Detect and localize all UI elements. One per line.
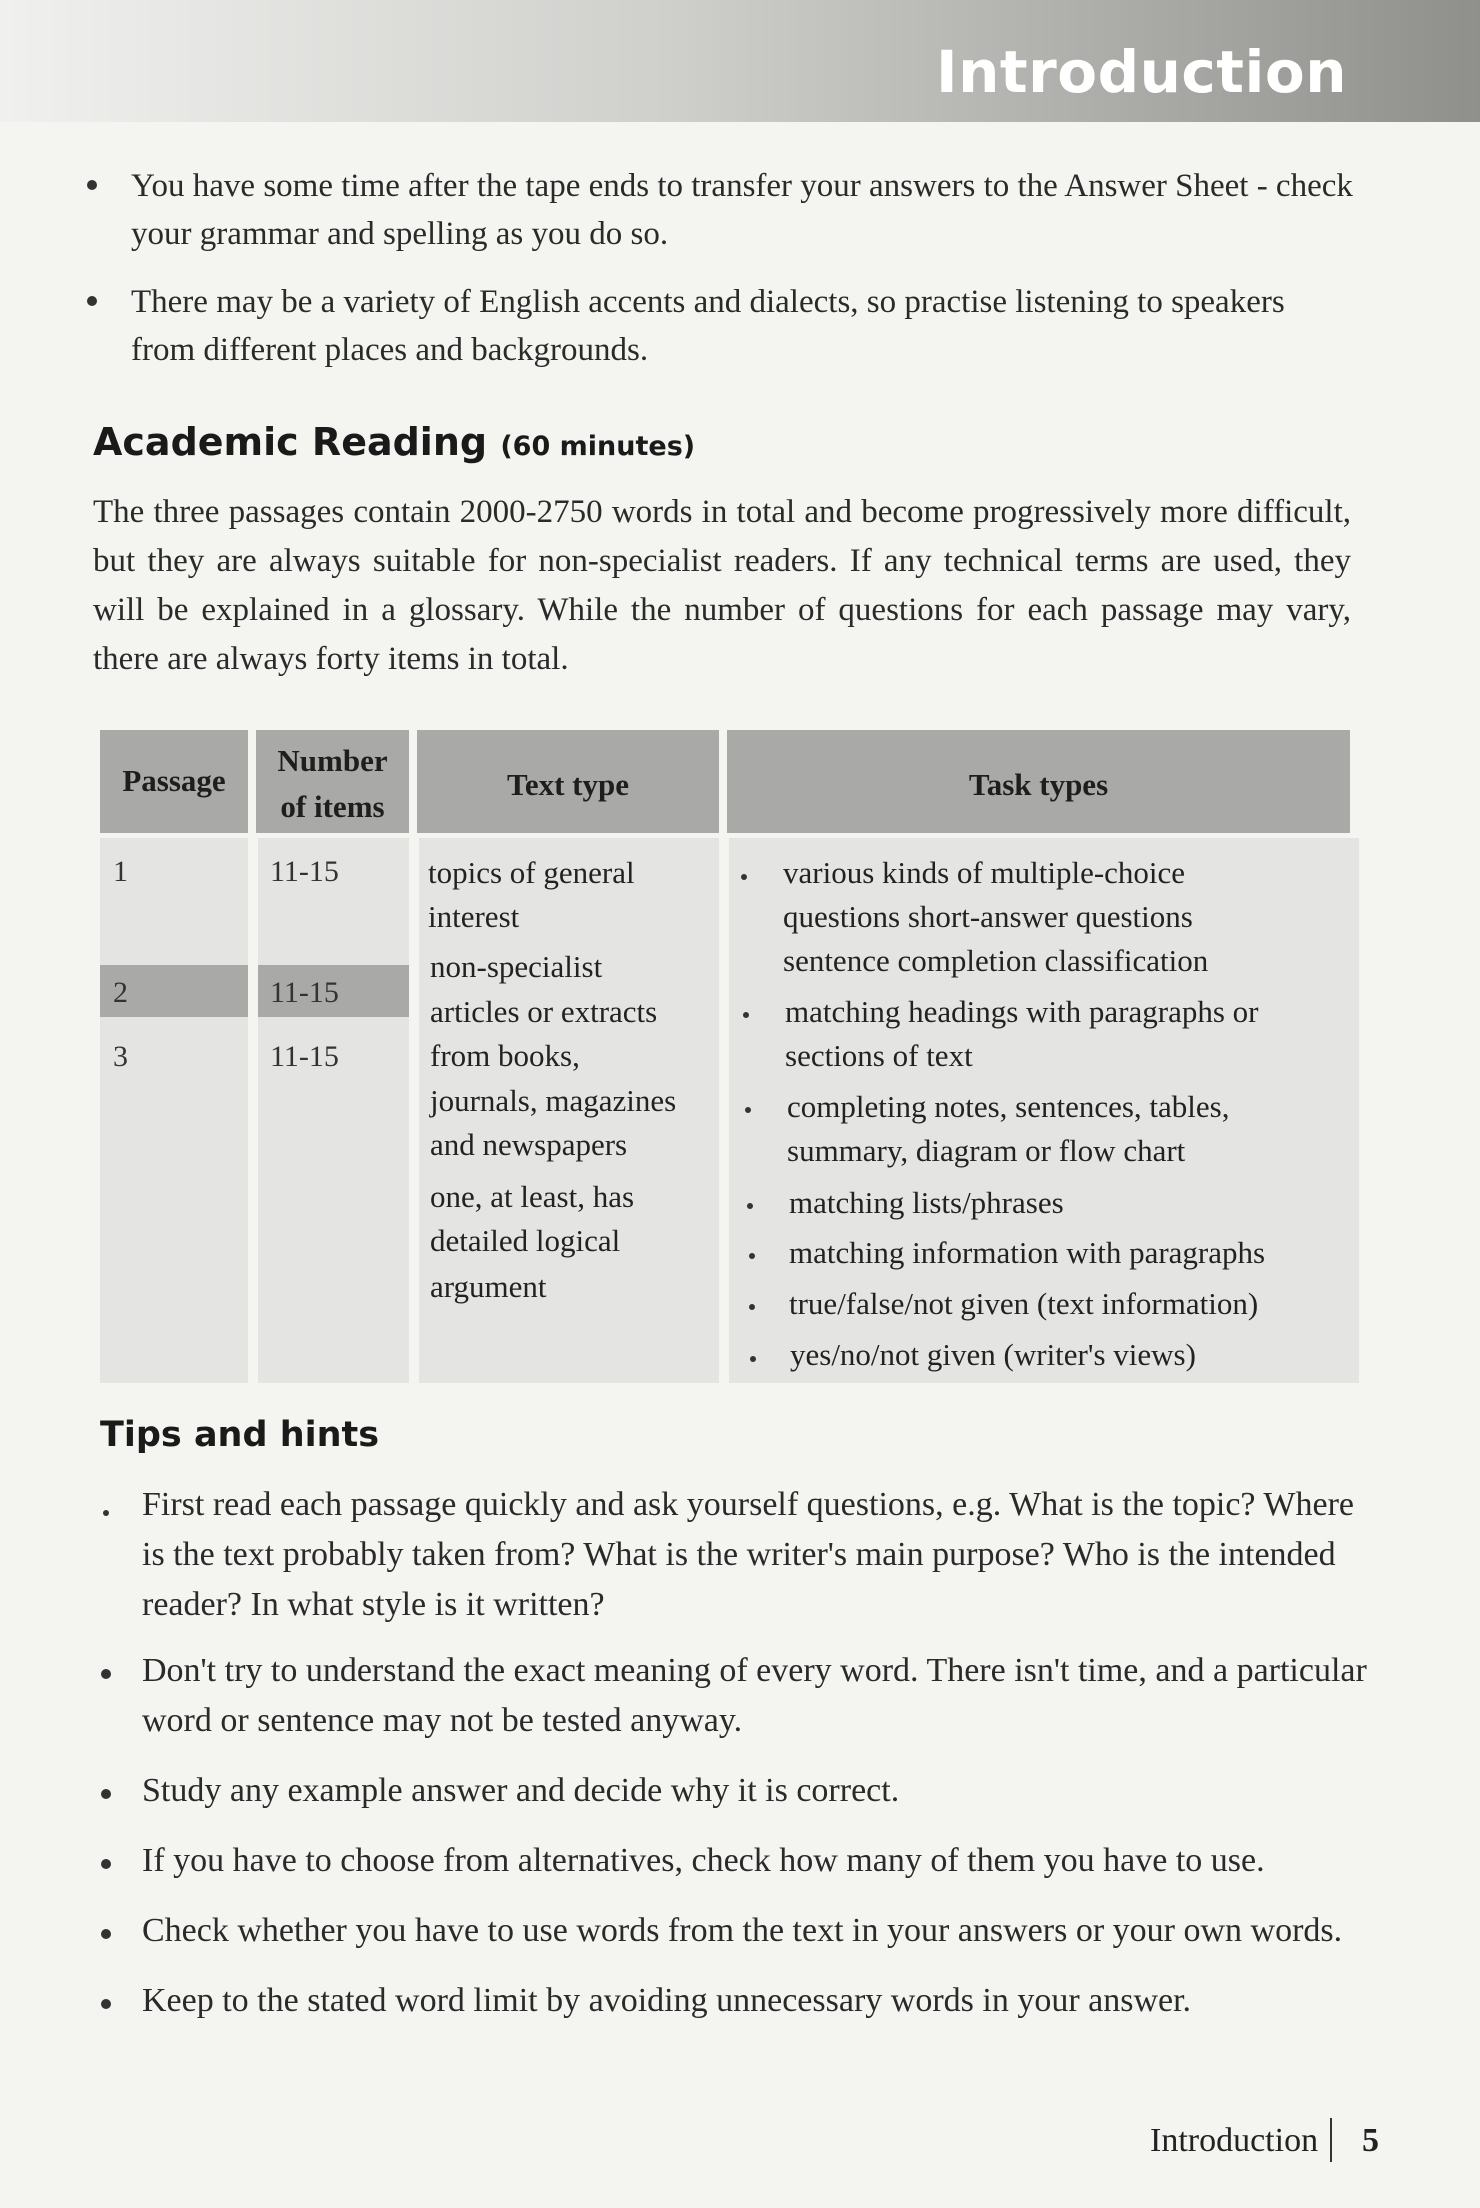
task-type-line: sentence completion classification <box>783 943 1209 978</box>
bullet-icon <box>741 874 747 880</box>
passage-column <box>100 838 248 1383</box>
text-type-line: articles or extracts <box>430 994 658 1029</box>
task-type-line: matching headings with paragraphs or <box>785 994 1259 1029</box>
page-header-title: Introduction <box>936 38 1347 106</box>
bullet-icon <box>101 1669 111 1679</box>
list-item: Check whether you have to use words from the text in your answers or your own words. <box>142 1912 1343 1949</box>
text-type-line: interest <box>428 899 520 934</box>
page-number: 5 <box>1362 2122 1379 2159</box>
text-type-line: topics of general <box>428 855 635 890</box>
list-item: Study any example answer and decide why it is correct. <box>142 1772 900 1809</box>
list-item: If you have to choose from alternatives, check how many of them you have to use. <box>142 1842 1265 1879</box>
bullet-icon <box>87 296 97 306</box>
table-row-passage: 1 <box>113 855 128 888</box>
text-type-line: journals, magazines <box>430 1083 677 1118</box>
task-type-line: sections of text <box>785 1038 973 1073</box>
table-row-passage: 3 <box>113 1040 128 1073</box>
bullet-icon <box>101 1859 111 1869</box>
items-column <box>258 838 409 1383</box>
bullet-icon <box>103 1510 109 1516</box>
text-type-line: from books, <box>430 1038 580 1073</box>
footer-section-label: Introduction <box>1150 2122 1319 2159</box>
section-title: Academic Reading <box>93 420 488 464</box>
header-number-line2: of items <box>280 789 385 824</box>
task-type-line: matching information with paragraphs <box>789 1235 1266 1270</box>
text-type-line: one, at least, has <box>430 1179 635 1214</box>
bullet-icon <box>101 1789 111 1799</box>
list-item: First read each passage quickly and ask yourself questions, e.g. What is the topic? Where is the text probably taken from? What is the writer's main purpose? Who is the intended reader? In what style is it written? <box>142 1486 1354 1623</box>
header-task-types-label: Task types <box>968 767 1109 802</box>
task-type-line: completing notes, sentences, tables, <box>787 1089 1230 1124</box>
section-duration: (60 minutes) <box>500 431 696 462</box>
text-type-line: non-specialist <box>430 949 603 984</box>
bullet-icon <box>747 1203 753 1209</box>
table-row-items: 11-15 <box>270 976 339 1009</box>
tips-heading: Tips and hints <box>100 1415 380 1455</box>
text-type-line: and newspapers <box>430 1127 628 1162</box>
task-type-line: various kinds of multiple-choice <box>783 855 1186 890</box>
bullet-icon <box>750 1356 756 1362</box>
list-item: Don't try to understand the exact meaning of every word. There isn't time, and a particular word or sentence may not be tested anyway. <box>142 1652 1367 1739</box>
list-item: You have some time after the tape ends to transfer your answers to the Answer Sheet - check your grammar and spelling as you do so. <box>131 168 1353 252</box>
table-row-items: 11-15 <box>270 1040 339 1073</box>
bullet-icon <box>749 1304 755 1310</box>
table-row-items: 11-15 <box>270 855 339 888</box>
task-type-line: questions short-answer questions <box>783 899 1193 934</box>
header-text-type-label: Text type <box>507 767 629 802</box>
footer-divider <box>1330 2118 1332 2162</box>
list-item: There may be a variety of English accents and dialects, so practise listening to speakers from different places and backgrounds. <box>131 284 1285 368</box>
task-type-line: true/false/not given (text information) <box>789 1286 1259 1321</box>
bullet-icon <box>743 1012 749 1018</box>
bullet-icon <box>745 1107 751 1113</box>
table-row-passage: 2 <box>113 976 128 1009</box>
list-item: Keep to the stated word limit by avoiding unnecessary words in your answer. <box>142 1982 1192 2019</box>
task-type-line: matching lists/phrases <box>789 1185 1064 1220</box>
bullet-icon <box>749 1253 755 1259</box>
header-number-line1: Number <box>277 743 388 778</box>
section-intro-paragraph: The three passages contain 2000-2750 words in total and become progressively more difficult, but they are always suitable for non-specialist readers. If any technical terms are used, they will be explained in a glossary. While the number of questions for each passage may vary, there are always forty items in total. <box>93 494 1351 677</box>
task-type-line: summary, diagram or flow chart <box>787 1133 1186 1168</box>
task-type-line: yes/no/not given (writer's views) <box>790 1337 1196 1372</box>
text-type-line: argument <box>430 1269 547 1304</box>
text-type-line: detailed logical <box>430 1223 621 1258</box>
bullet-icon <box>87 180 97 190</box>
section-heading <box>93 420 695 464</box>
bullet-icon <box>101 1999 111 2009</box>
bullet-icon <box>101 1929 111 1939</box>
header-passage-label: Passage <box>122 763 226 798</box>
